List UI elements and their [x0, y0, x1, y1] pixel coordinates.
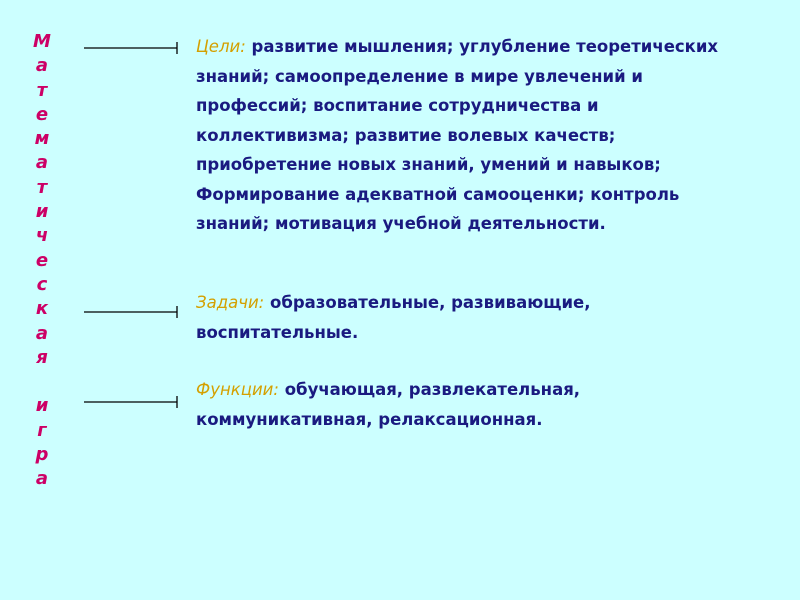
vertical-title-letter: и: [35, 395, 49, 417]
vertical-title-letter: а: [35, 55, 49, 77]
vertical-title-letter: к: [35, 298, 49, 320]
functions-lead: Функции:: [196, 380, 279, 399]
arrow-goals-icon: [84, 42, 180, 54]
vertical-title-letter: т: [36, 176, 48, 198]
vertical-title-letter: с: [36, 273, 48, 295]
goals-line: коллективизма; развитие волевых качеств;: [196, 125, 616, 145]
vertical-title-letter: е: [35, 249, 49, 271]
vertical-title-letter: м: [34, 128, 50, 150]
vertical-title-letter: ч: [35, 225, 49, 247]
vertical-title-letter: а: [35, 468, 49, 490]
goals-line: знаний; самоопределение в мире увлечений и: [196, 66, 643, 86]
functions-line: Функции: обучающая, развлекательная,: [196, 380, 581, 399]
tasks-lead: Задачи:: [196, 293, 265, 312]
tasks-block: [196, 288, 776, 347]
goals-line: профессий; воспитание сотрудничества и: [196, 96, 599, 115]
tasks-line: воспитательные.: [196, 322, 359, 342]
goals-lead: Цели:: [196, 37, 246, 56]
vertical-title-letter: г: [37, 419, 47, 441]
vertical-title-letter: М: [33, 31, 51, 52]
vertical-title-letter: и: [35, 201, 49, 223]
arrow-tasks-icon: [84, 306, 180, 318]
vertical-title-letter: я: [36, 346, 48, 368]
vertical-title-letter: р: [35, 444, 49, 466]
tasks-line: Задачи: образовательные, развивающие,: [196, 293, 591, 312]
goals-line: приобретение новых знаний, умений и навыков;: [196, 155, 661, 174]
goals-line: Цели: развитие мышления; углубление теоретических: [196, 37, 719, 56]
goals-block: [196, 32, 776, 239]
vertical-title: [28, 30, 56, 492]
vertical-title-letter: е: [35, 103, 49, 125]
functions-line: коммуникативная, релаксационная.: [196, 409, 543, 429]
vertical-title-letter: а: [35, 322, 49, 344]
functions-block: [196, 375, 776, 434]
goals-line: знаний; мотивация учебной деятельности.: [196, 214, 606, 233]
arrow-functions-icon: [84, 396, 180, 408]
vertical-title-letter: т: [36, 79, 48, 101]
goals-line: Формирование адекватной самооценки; контроль: [196, 184, 680, 204]
vertical-title-letter: а: [35, 152, 49, 174]
